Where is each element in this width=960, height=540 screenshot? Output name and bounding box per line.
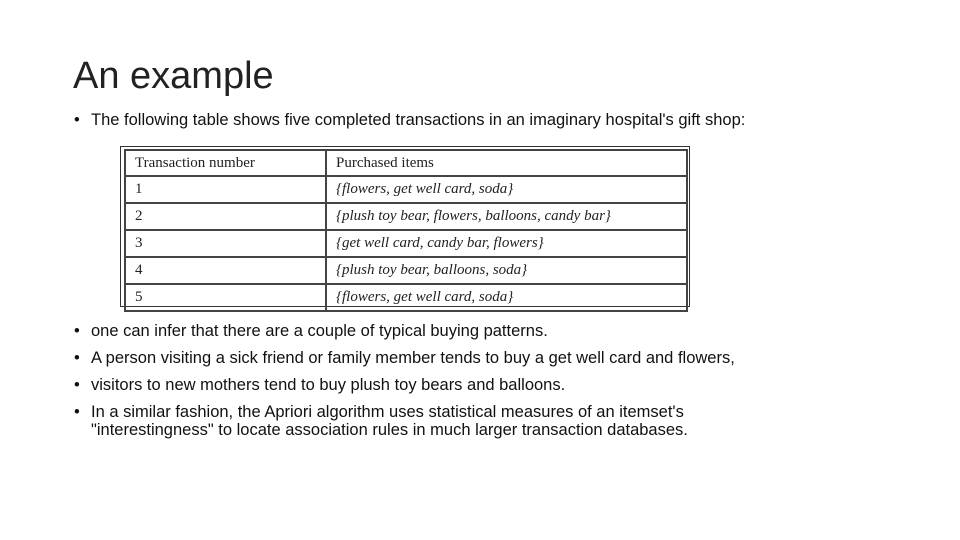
transaction-number-cell: 2 [125, 203, 326, 230]
table-row [125, 203, 687, 230]
transaction-number-cell: 3 [125, 230, 326, 257]
list-item [74, 322, 914, 340]
list-item [74, 349, 914, 367]
list-item [74, 403, 914, 439]
bullet-text: visitors to new mothers tend to buy plush toy bears and balloons. [91, 376, 566, 394]
transaction-number-cell: 1 [125, 176, 326, 203]
bullet-text: one can infer that there are a couple of typical buying patterns. [91, 322, 548, 340]
transactions-table [124, 149, 688, 312]
bullet-icon: • [74, 403, 80, 421]
transactions-table-frame [120, 146, 690, 307]
table-row [125, 230, 687, 257]
slide-title: An example [73, 55, 274, 97]
table-row [125, 257, 687, 284]
purchased-items-cell: {flowers, get well card, soda} [326, 284, 687, 311]
bullet-text: A person visiting a sick friend or family member tends to buy a get well card and flowers, [91, 349, 735, 367]
header-transaction-number: Transaction number [125, 150, 326, 176]
transaction-number-cell: 4 [125, 257, 326, 284]
table-header-row [125, 150, 687, 176]
purchased-items-cell: {plush toy bear, balloons, soda} [326, 257, 687, 284]
table-row [125, 284, 687, 311]
bullet-icon: • [74, 111, 80, 129]
purchased-items-cell: {get well card, candy bar, flowers} [326, 230, 687, 257]
bullet-icon: • [74, 349, 80, 367]
intro-text: The following table shows five completed transactions in an imaginary hospital's gift shop: [91, 111, 746, 129]
bullet-text-continuation: "interestingness" to locate association rules in much larger transaction databases. [91, 421, 688, 439]
bullet-icon: • [74, 376, 80, 394]
purchased-items-cell: {plush toy bear, flowers, balloons, candy bar} [326, 203, 687, 230]
purchased-items-cell: {flowers, get well card, soda} [326, 176, 687, 203]
transaction-number-cell: 5 [125, 284, 326, 311]
bullet-icon: • [74, 322, 80, 340]
header-purchased-items: Purchased items [326, 150, 687, 176]
bullet-list [74, 322, 914, 448]
table-row [125, 176, 687, 203]
bullet-text: In a similar fashion, the Apriori algorithm uses statistical measures of an itemset's [91, 403, 684, 421]
list-item [74, 376, 914, 394]
